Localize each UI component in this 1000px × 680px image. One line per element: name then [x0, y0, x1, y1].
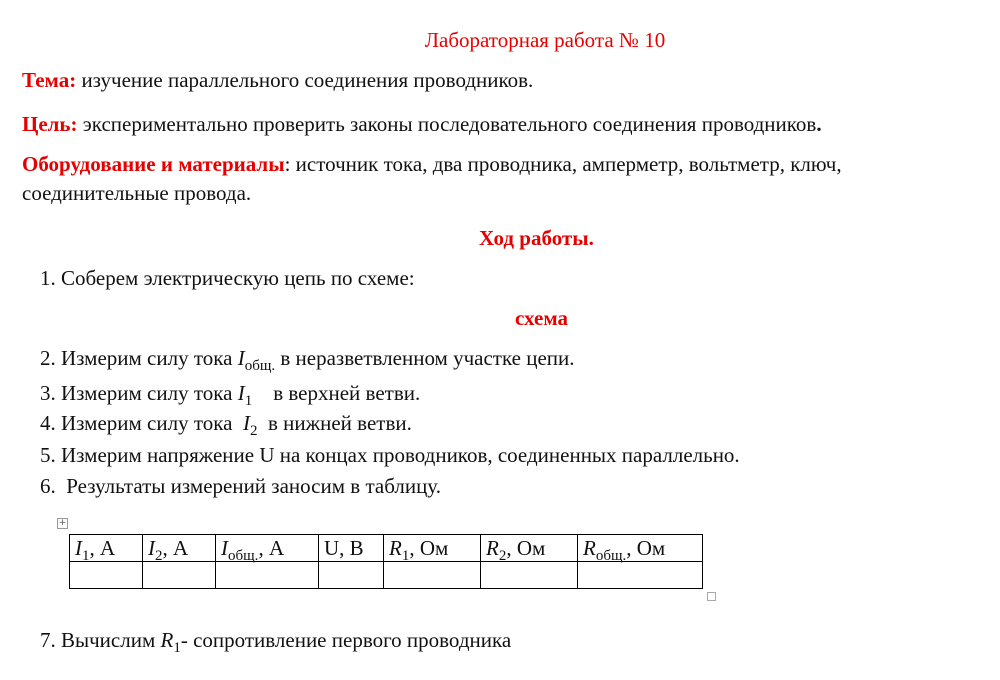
goal-end: . [816, 112, 822, 136]
scheme-label: схема [515, 306, 569, 330]
table-cell-i1[interactable] [70, 562, 143, 589]
goal-text: экспериментально проверить законы последовательного соединения проводников [77, 112, 817, 136]
theme-text: изучение параллельного соединения проводников. [76, 68, 534, 92]
table-cell-itotal[interactable] [216, 562, 319, 589]
header-rtotal: $R_{общ.}$, Ом [578, 535, 703, 562]
table-cell-i2[interactable] [143, 562, 216, 589]
step-6: 6. Результаты измерений заносим в таблицу. [40, 474, 441, 498]
step-4: 4. Измерим силу тока $I_2$ в нижней ветви. [40, 411, 412, 440]
table-cell-r1[interactable] [384, 562, 481, 589]
equipment-line-2: соединительные провода. [22, 181, 252, 205]
move-handle-icon[interactable]: + [58, 518, 67, 528]
header-itotal: $I_{общ.}$, А [216, 535, 319, 562]
header-u: U, В [319, 535, 384, 562]
equipment-text: : источник тока, два проводника, амперметр, вольтметр, ключ, [284, 152, 842, 176]
equipment-label: Оборудование и материалы [22, 152, 285, 176]
step-5: 5. Измерим напряжение U на концах проводников, соединенных параллельно. [40, 443, 740, 467]
page-title: Лабораторная работа № 10 [424, 28, 666, 52]
step-7: 7. Вычислим $R_1-$ сопротивление первого проводника [40, 628, 512, 657]
results-table [69, 534, 703, 589]
theme-line [22, 68, 533, 93]
header-r2: $R_2$, Ом [481, 535, 578, 562]
table-row [70, 562, 703, 589]
resize-handle-icon[interactable] [707, 592, 716, 601]
header-i1: $I_1$, А [70, 535, 143, 562]
procedure-heading: Ход работы. [479, 226, 594, 250]
table-header-row [70, 535, 703, 562]
equipment-line [22, 152, 842, 177]
theme-label: Тема: [22, 68, 77, 92]
goal-label: Цель: [22, 112, 78, 136]
table-cell-r2[interactable] [481, 562, 578, 589]
step-1: 1. Соберем электрическую цепь по схеме: [40, 266, 415, 290]
goal-line [22, 112, 822, 137]
step-2: 2. Измерим силу тока $I_{общ.}$ в неразветвленном участке цепи. [40, 346, 575, 375]
header-i2: $I_2$, А [143, 535, 216, 562]
step-3: 3. Измерим силу тока $I_1$ в верхней ветви. [40, 381, 421, 410]
header-r1: $R_1$, Ом [384, 535, 481, 562]
table-cell-u[interactable] [319, 562, 384, 589]
table-cell-rtotal[interactable] [578, 562, 703, 589]
